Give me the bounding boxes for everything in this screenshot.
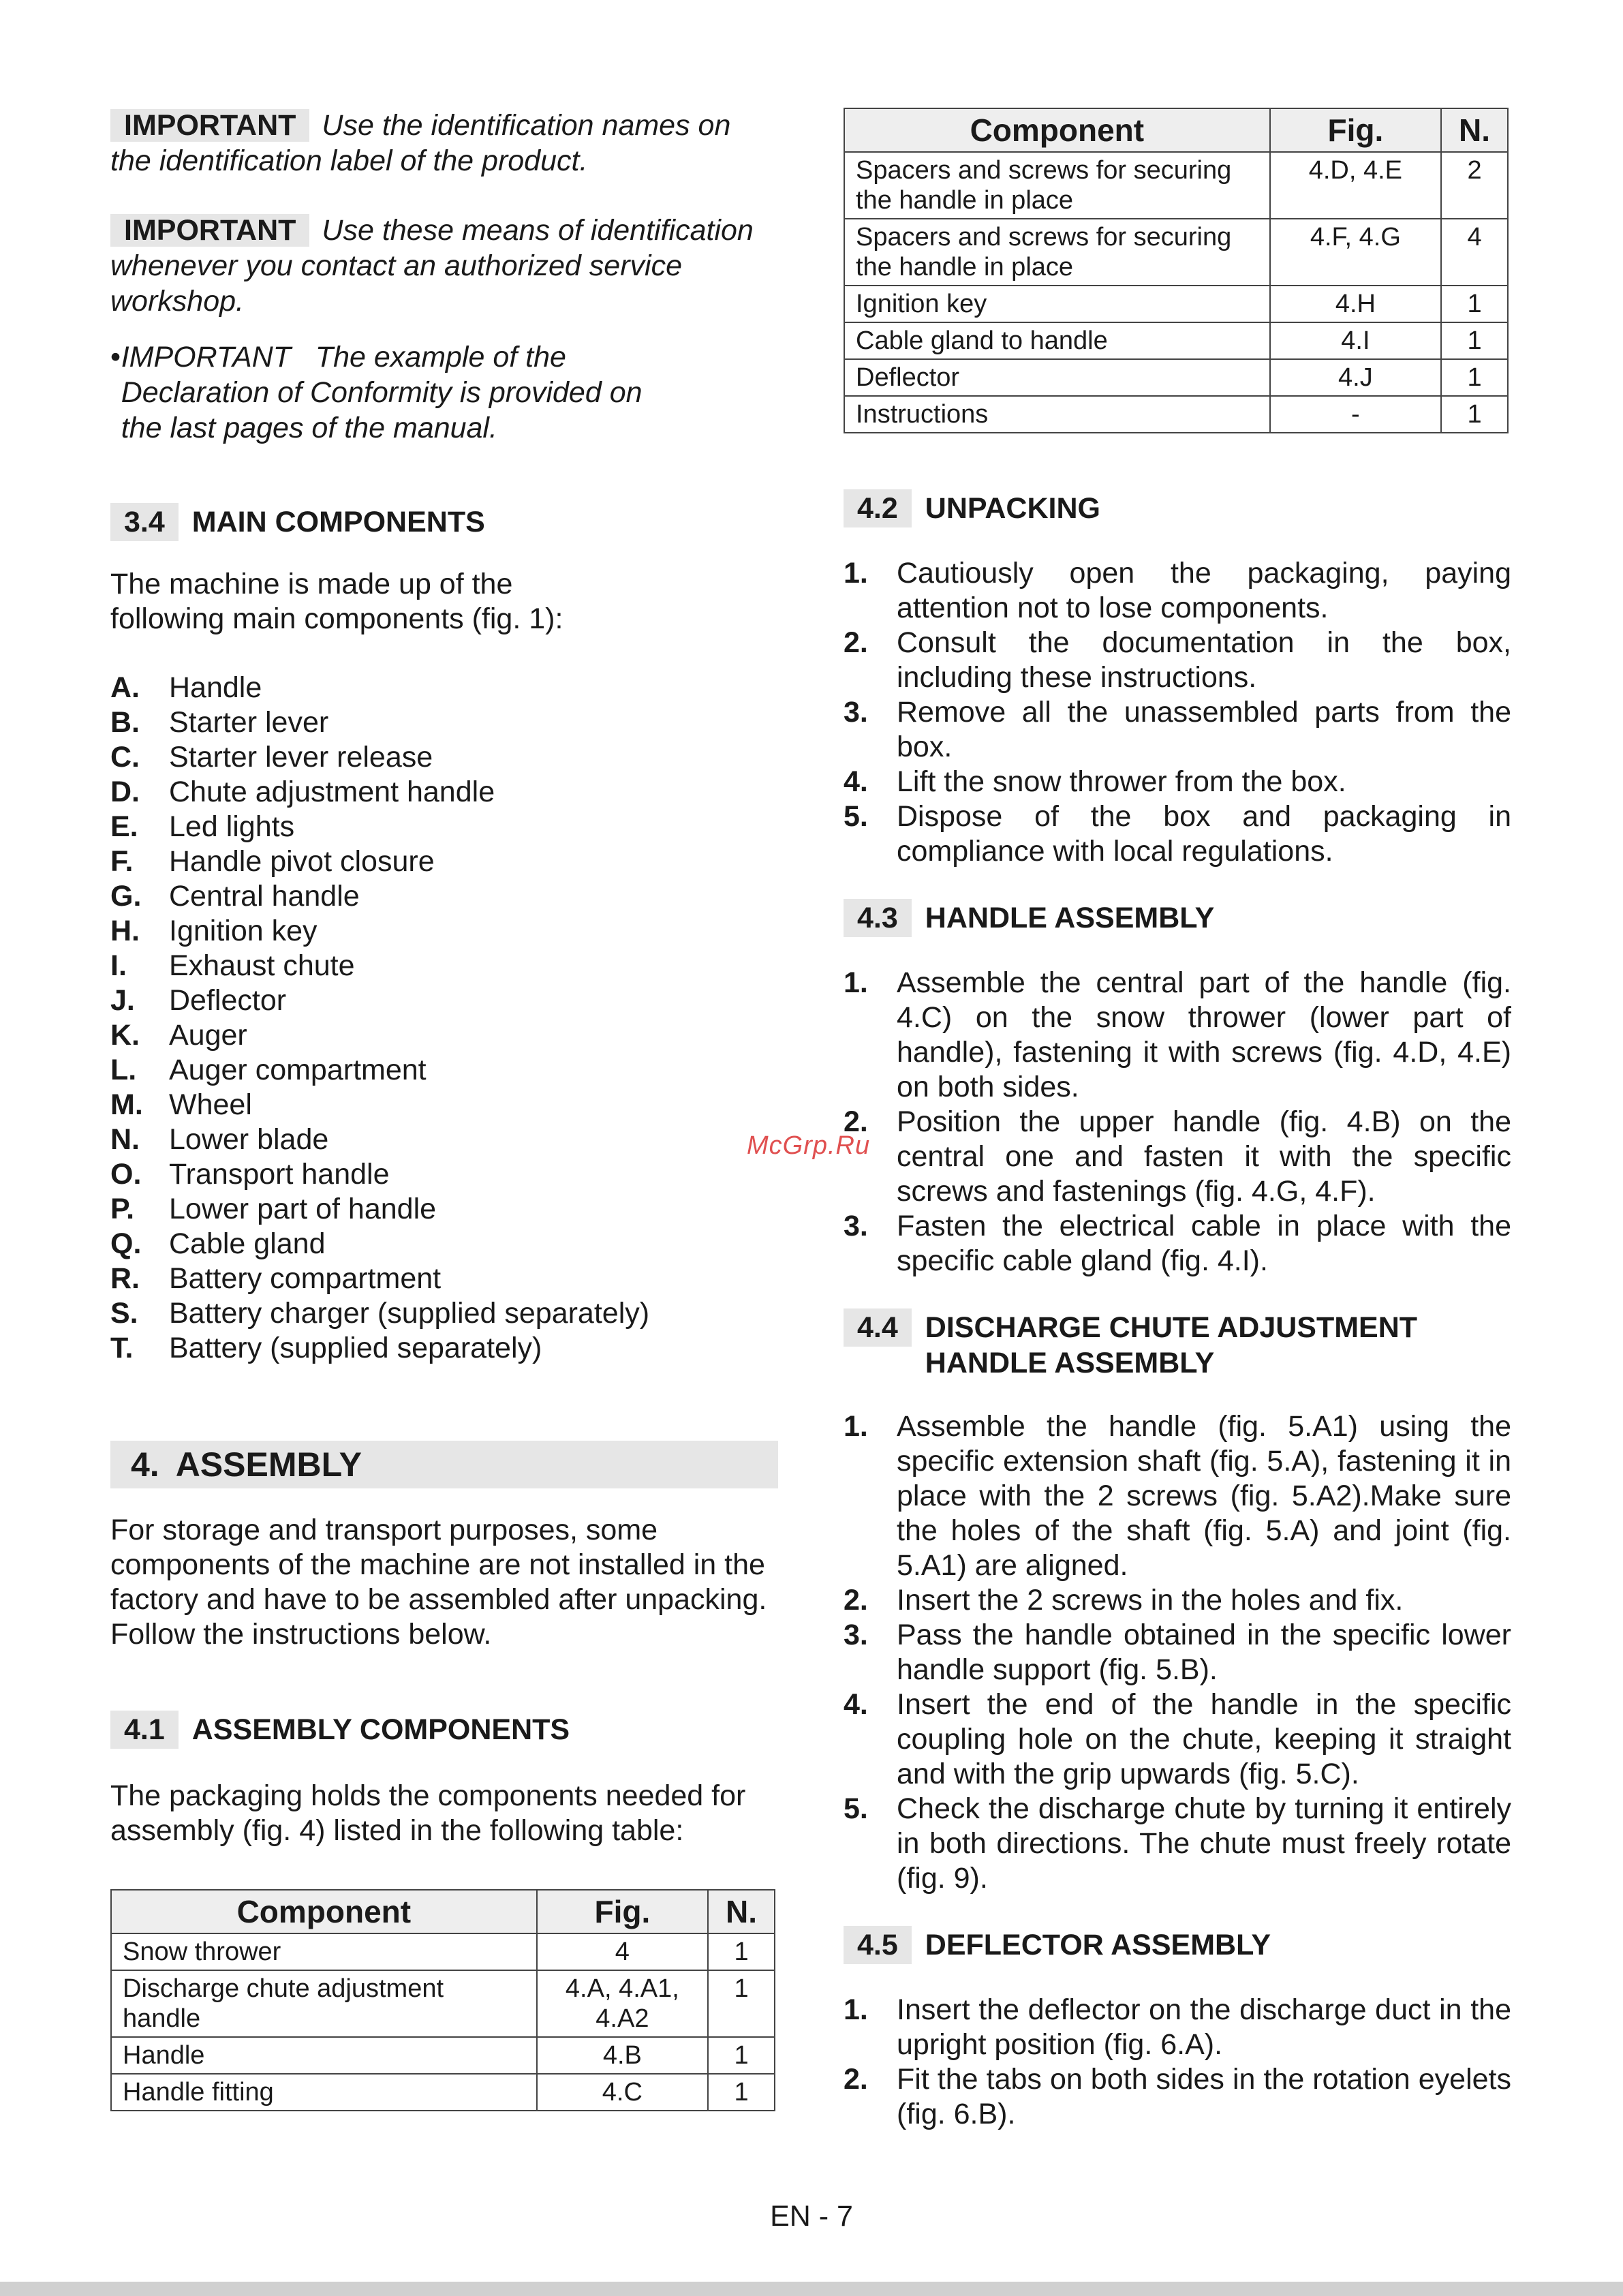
deflector-assembly-steps	[844, 1993, 1511, 2132]
list-item: 1. Assemble the handle (fig. 5.A1) using the specific extension shaft (fig. 5.A), fastening it in place with the 2 screws (fig. 5.A2).Make sure the holes of the shaft (fig. 5.A) and joint (fig. 5.A1) are aligned.	[844, 1410, 1511, 1582]
bottom-border	[0, 2282, 1623, 2296]
unpacking-steps	[844, 556, 1511, 869]
main-components-intro: The machine is made up of the following main components (fig. 1):	[110, 568, 563, 635]
list-item: 2. Fit the tabs on both sides in the rotation eyelets (fig. 6.B).	[844, 2063, 1511, 2130]
table-header-row	[111, 1890, 775, 1933]
declaration-bullet	[110, 339, 778, 446]
important-text: Use the identification names on the identification label of the product.	[110, 109, 731, 177]
table-row: Spacers and screws for securing the handle in place 4.F, 4.G 4	[844, 219, 1508, 286]
section-4-1-heading	[110, 1711, 778, 1749]
list-item: 1. Cautiously open the packaging, paying attention not to lose components.	[844, 557, 1511, 624]
section-title: DEFLECTOR ASSEMBLY	[925, 1929, 1271, 1961]
section-title: UNPACKING	[925, 492, 1100, 525]
left-column	[110, 108, 778, 2111]
assembly-intro: For storage and transport purposes, some components of the machine are not installed in the factory and have to be assembled after unpacking. Follow the instructions below.	[110, 1514, 767, 1651]
chapter-4-heading	[110, 1441, 778, 1488]
watermark: McGrp.Ru	[747, 1131, 871, 1160]
section-4-4-heading	[844, 1308, 1511, 1381]
list-item: T. Battery (supplied separately)	[110, 1332, 542, 1364]
table-row: Spacers and screws for securing the handle in place 4.D, 4.E 2	[844, 152, 1508, 219]
list-item: C. Starter lever release	[110, 741, 433, 774]
bullet-dot: •	[110, 341, 121, 373]
column-header: N.	[1441, 108, 1508, 152]
chapter-title: ASSEMBLY	[175, 1445, 362, 1484]
column-header: Component	[111, 1890, 537, 1933]
table-row: Deflector 4.J 1	[844, 359, 1508, 396]
table-row: Ignition key 4.H 1	[844, 286, 1508, 322]
list-item: 4. Insert the end of the handle in the specific coupling hole on the chute, keeping it straight and with the grip upwards (fig. 5.C).	[844, 1688, 1511, 1790]
important-tag: IMPORTANT	[110, 214, 309, 247]
list-item: 5. Check the discharge chute by turning it entirely in both directions. The chute must freely rotate (fig. 9).	[844, 1792, 1511, 1895]
table-row: Instructions - 1	[844, 396, 1508, 433]
list-item: 1. Assemble the central part of the handle (fig. 4.C) on the snow thrower (lower part of handle), fastening it with screws (fig. 4.D, 4.E) on both sides.	[844, 966, 1511, 1103]
list-item: 5. Dispose of the box and packaging in compliance with local regulations.	[844, 800, 1511, 868]
chute-handle-assembly-steps	[844, 1409, 1511, 1896]
table-header-row	[844, 108, 1508, 152]
list-item: D. Chute adjustment handle	[110, 776, 495, 808]
list-item: P. Lower part of handle	[110, 1193, 437, 1225]
table-row: Discharge chute adjustment handle 4.A, 4.A1, 4.A2 1	[111, 1970, 775, 2037]
list-item: 4. Lift the snow thrower from the box.	[844, 765, 1346, 798]
important-tag: IMPORTANT	[110, 109, 309, 142]
assembly-components-intro: The packaging holds the components needed for assembly (fig. 4) listed in the following table:	[110, 1779, 746, 1847]
section-title: MAIN COMPONENTS	[191, 506, 485, 538]
list-item: N. Lower blade	[110, 1123, 329, 1156]
list-item: 2. Insert the 2 screws in the holes and fix.	[844, 1584, 1404, 1617]
section-number: 4.2	[844, 489, 912, 527]
section-4-2-heading	[844, 489, 1511, 527]
right-column	[844, 108, 1511, 2132]
table-row: Cable gland to handle 4.I 1	[844, 322, 1508, 359]
section-number: 3.4	[110, 503, 179, 541]
important-note-2	[110, 213, 778, 319]
list-item: A. Handle	[110, 671, 262, 704]
list-item: 1. Insert the deflector on the discharge duct in the upright position (fig. 6.A).	[844, 1993, 1511, 2061]
bullet-text: IMPORTANT The example of the Declaration of Conformity is provided on the last pages of the manual.	[121, 341, 651, 444]
list-item: J. Deflector	[110, 984, 287, 1017]
section-number: 4.4	[844, 1308, 912, 1347]
column-header: Fig.	[1270, 108, 1441, 152]
important-text: Use these means of identification whenever you contact an authorized service workshop.	[110, 214, 754, 318]
list-item: I. Exhaust chute	[110, 949, 355, 982]
list-item: O. Transport handle	[110, 1158, 390, 1191]
assembly-components-table-continued	[844, 108, 1509, 433]
section-number: 4.5	[844, 1926, 912, 1964]
column-header: Component	[844, 108, 1270, 152]
column-header: Fig.	[537, 1890, 708, 1933]
list-item: F. Handle pivot closure	[110, 845, 435, 878]
table-row: Handle fitting 4.C 1	[111, 2074, 775, 2111]
list-item: M. Wheel	[110, 1088, 252, 1121]
section-number: 4.1	[110, 1711, 179, 1749]
list-item: R. Battery compartment	[110, 1262, 442, 1295]
list-item: B. Starter lever	[110, 706, 329, 739]
list-item: H. Ignition key	[110, 915, 318, 947]
list-item: E. Led lights	[110, 810, 295, 843]
list-item: S. Battery charger (supplied separately)	[110, 1297, 650, 1330]
section-3-4-heading	[110, 503, 778, 541]
table-row: Snow thrower 4 1	[111, 1933, 775, 1970]
table-row: Handle 4.B 1	[111, 2037, 775, 2074]
page-number: EN - 7	[770, 2200, 853, 2233]
list-item: 2. Position the upper handle (fig. 4.B) on the central one and fasten it with the specific screws and fastenings (fig. 4.G, 4.F).	[844, 1105, 1511, 1208]
section-4-5-heading	[844, 1926, 1511, 1964]
list-item: 2. Consult the documentation in the box, including these instructions.	[844, 626, 1511, 694]
chapter-number: 4.	[131, 1445, 159, 1484]
list-item: 3. Pass the handle obtained in the specific lower handle support (fig. 5.B).	[844, 1619, 1511, 1686]
assembly-components-table	[110, 1889, 775, 2111]
list-item: Q. Cable gland	[110, 1227, 326, 1260]
column-header: N.	[708, 1890, 775, 1933]
list-item: 3. Remove all the unassembled parts from the box.	[844, 696, 1511, 763]
handle-assembly-steps	[844, 966, 1511, 1279]
section-4-3-heading	[844, 899, 1511, 937]
section-number: 4.3	[844, 899, 912, 937]
section-title: ASSEMBLY COMPONENTS	[191, 1713, 570, 1746]
section-title: DISCHARGE CHUTE ADJUSTMENT HANDLE ASSEMBLY	[925, 1311, 1418, 1379]
main-components-list	[110, 671, 778, 1366]
list-item: G. Central handle	[110, 880, 360, 913]
section-title: HANDLE ASSEMBLY	[925, 902, 1215, 934]
important-note-1	[110, 108, 778, 179]
list-item: 3. Fasten the electrical cable in place with the specific cable gland (fig. 4.I).	[844, 1210, 1511, 1277]
list-item: K. Auger	[110, 1019, 247, 1052]
list-item: L. Auger compartment	[110, 1054, 427, 1086]
